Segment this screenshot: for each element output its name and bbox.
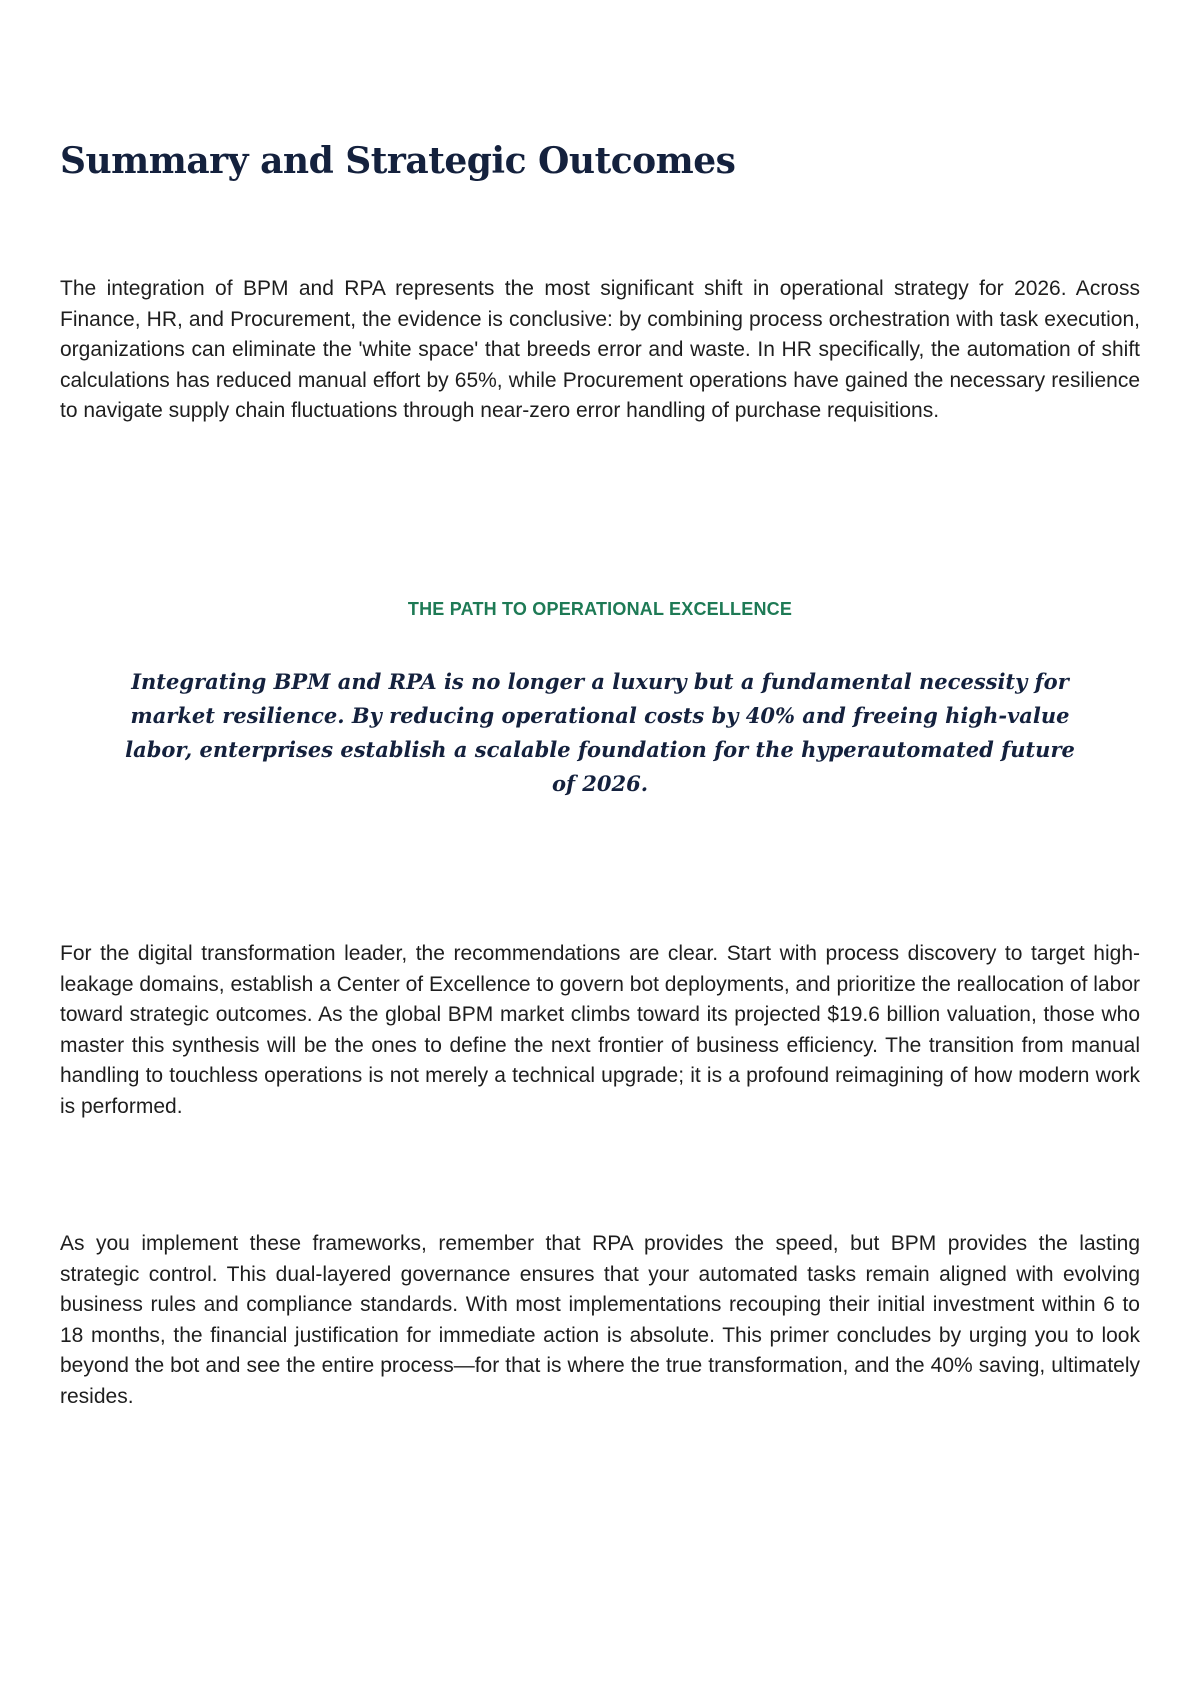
callout-label: THE PATH TO OPERATIONAL EXCELLENCE — [407, 599, 793, 619]
recommendations-paragraph: For the digital transformation leader, the recommendations are clear. Start with process discovery to target high-leakage domains, establish a Center of Excellence to govern bot deployments, and prioritize the reallocation of labor toward strategic outcomes. As the global BPM market climbs toward its projected $19.6 billion valuation, those who master this synthesis will be the ones to define the next frontier of business efficiency. The transition from manual handling to touchless operations is not merely a technical upgrade; it is a profound reimagining of how modern work is performed. — [60, 942, 1140, 1118]
callout-quote: Integrating BPM and RPA is no longer a luxury but a fundamental necessity for market resilience. By reducing operational costs by 40% and freeing high-value labor, enterprises establish a scalable foundation for the hyperautomated future of 2026. — [125, 669, 1075, 796]
page-title: Summary and Strategic Outcomes — [60, 140, 736, 182]
conclusion-paragraph: As you implement these frameworks, remember that RPA provides the speed, but BPM provides the lasting strategic control. This dual-layered governance ensures that your automated tasks remain aligned with evolving business rules and compliance standards. With most implementations recouping their initial investment within 6 to 18 months, the financial justification for immediate action is absolute. This primer concludes by urging you to look beyond the bot and see the entire process—for that is where the true transformation, and the 40% saving, ultimately resides. — [60, 1232, 1140, 1408]
intro-paragraph: The integration of BPM and RPA represents the most significant shift in operational strategy for 2026. Across Finance, HR, and Procurement, the evidence is conclusive: by combining process orchestration with task execution, organizations can eliminate the 'white space' that breeds error and waste. In HR specifically, the automation of shift calculations has reduced manual effort by 65%, while Procurement operations have gained the necessary resilience to navigate supply chain fluctuations through near-zero error handling of purchase requisitions. — [60, 277, 1140, 422]
